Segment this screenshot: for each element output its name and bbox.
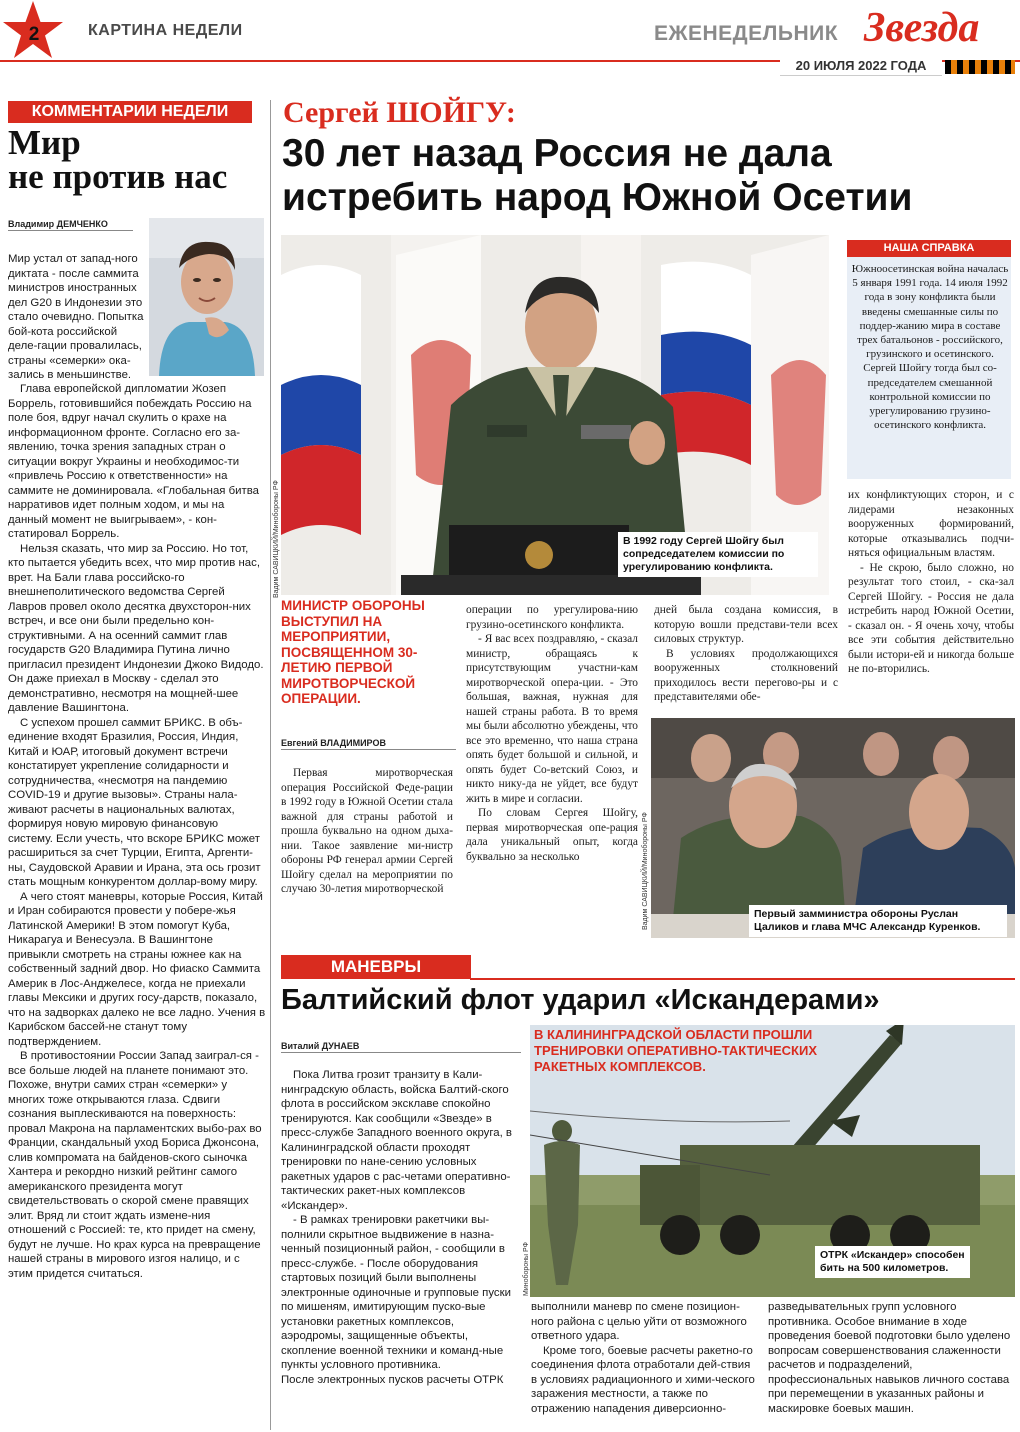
article-column-4 [848,488,1014,677]
article-paragraph: - Я вас всех поздравляю, - сказал министр, обращаясь к присутствующим участни-кам миротворческой опера-ции. - Это большая, важная, нужная для нашей страны работа. В то время мы были абсолютно убеждены, что все это временно, что наша страна опять будет большой и сильной, и опять будет Со-ветский Союз, и никто нику-да не уйдет, все будут жить в мире и согласии. [466,633,638,805]
issue-date: 20 ИЮЛЯ 2022 ГОДА [780,56,942,76]
article-paragraph: Первая миротворческая операция Российской Феде-рации в 1992 году в Южной Осетии стала важной для страны работой и прошла буквально на одном дыха-нии. Такое заявление ми-нистр обороны РФ генерал армии Сергей Шойгу сделал на мероприятии по случаю 30-летия миротворческой [281,767,453,895]
article-headline [282,132,1012,220]
commentary-label: КОММЕНТАРИИ НЕДЕЛИ [8,101,252,123]
commentary-title-line2: не против нас [8,157,228,196]
photo-credit: Вадим САВИЦКИЙ/Минобороны РФ [273,480,280,598]
photo2-credit: Вадим САВИЦКИЙ/Минобороны РФ [642,812,649,930]
author-portrait [149,218,264,376]
commentary-title-line1: Мир [8,123,81,162]
article-paragraph: В условиях продолжающихся вооруженных столкновений приходилось вести перегово-ры и с представителями обе- [654,647,838,703]
maneuvers-deck: В КАЛИНИНГРАДСКОЙ ОБЛАСТИ ПРОШЛИ ТРЕНИРОВКИ ОПЕРАТИВНО-ТАКТИЧЕСКИХ РАКЕТНЫХ КОМПЛЕКСОВ. [534,1027,817,1074]
commentary-paragraph: А чего стоят маневры, которые Россия, Китай и Иран собираются провести у побере-жья Латинской Америки! В этом помогут Куба, Никарагуа и Венесуэла. В Вашингтоне привыкли смотреть на страны южнее как на собственный задний двор. Но фиаско Саммита Америк в Лос-Анджелесе, когда не приехали главы Мексики и других госу-дарств, показало, что на задворках далеко не все ладно. Учения в Карибском бассей-не станут тому подтверждением. [8,890,266,1048]
commentary-title [8,123,268,196]
column-divider [270,100,271,1430]
maneuvers-label: МАНЕВРЫ [281,955,471,979]
article-paragraph: операции по урегулирова-нию грузино-осетинского конфликта. [466,604,638,631]
maneuvers-headline: Балтийский флот ударил «Искандерами» [281,984,880,1016]
article-paragraph: По словам Сергея Шойгу, первая миротворческая опе-рация дала уникальный опыт, когда буквально за несколько [466,807,638,863]
page-number: 2 [28,24,40,45]
section-title: КАРТИНА НЕДЕЛИ [88,22,243,39]
publication-prefix: ЕЖЕНЕДЕЛЬНИК [654,22,839,45]
article-column-1 [281,766,453,897]
article-kicker: Сергей ШОЙГУ: [283,96,516,129]
photo3-credit: Минобороны РФ [523,1242,530,1296]
article-paragraph: их конфликтующих сторон, и с лидерами незаконных вооруженных формирований, которые отказывались подчи-няться официальным властям. [848,489,1014,559]
commentary-paragraph: Глава европейской дипломатии Жозеп Боррель, готовившийся побеждать Россию на поле боя, вдруг начал скулить о крахе на информационном фронте. Согласно его за-явлению, точка зрения западных стран о ситуации вокруг Украины и необходимос-ти «привлечь Россию к ответственности» на саммите не доминировала. «Глобальная битва нарративов идет полным ходом, и мы на данный момент не выигрываем», - кон-статировал Боррель. [8,383,259,540]
article-column-3 [654,603,838,705]
maneuvers-paragraph: Пока Литва грозит транзиту в Кали-нинградскую область, войска Балтий-ского флота в российском эксклаве спокойно тренируются. Как сообщили «Звезде» в пресс-службе Западного военного округа, в Калининградской области проходят тренировки по нане-сению условных ракетных ударов с рас-четами оперативно-тактических ракет-ных комплексов «Искандер». [281,1069,512,1212]
headline-line1: 30 лет назад Россия не дала [282,132,832,175]
reference-label: НАША СПРАВКА [847,240,1011,257]
commentary-paragraph: С успехом прошел саммит БРИКС. В объ-единение входят Бразилия, Россия, Индия, Китай и ЮАР, итоговый документ встречи констатирует укрепление солидарности и сотрудничества, «несмотря на пандемию COVID-19 и другие вызовы». Страны нала-живают расчеты в национальных валютах, формируя новую мировую финансовую систему. Если учесть, что вскоре БРИКС может расшириться за счет Турции, Египта, Аргенти-ны, Саудовской Аравии и Ирана, эта ось грозит стать мощным конкурентом доллаp-вому миру. [8,716,261,888]
photo3-caption: ОТРК «Искандер» способен бить на 500 километров. [815,1246,970,1278]
maneuvers-paragraph: разведывательных групп условного противника. Особое внимание в ходе проведения боевой подготовки было уделено вопросам совершенствования слаженности расчетов и подразделений, профессиональных навыков личного состава при перемещении в указанных районы и маскировке боевых машин. [768,1301,1011,1415]
maneuvers-paragraph: - В рамках тренировки ракетчики вы-полнили скрытное выдвижение в назна-ченный позиционный район, - сообщили в пресс-службе. - После оборудования стартовых позиций были выполнены электронные одиночные и групповые пуски по мишеням, имитирующим пуско-вые установки ракетных комплексов, аэродромы, защищенные объекты, скопление военной техники и команд-ные пункты условного противника. [281,1214,511,1371]
maneuvers-paragraph: После электронных пусков расчеты ОТРК [281,1373,504,1386]
maneuvers-column-2 [531,1300,757,1416]
commentary-body [8,382,266,1281]
maneuvers-column-3 [768,1300,1014,1416]
commentary-paragraph: Нельзя сказать, что мир за Россию. Но тот, кто пытается убедить всех, что мир против нас, врет. На Бали глава российско-го внешнеполитического ведомства Сергей Лавров провел около десятка двухсторон-них встреч, и все они были предельно кон-структивными. А на осенний саммит глав государств G20 Владимира Путина лично пригласил президент Индонезии Джоко Видодо. Он даже приехал в Москву - сделал это демонстративно, несмотря на мощней-шее давление Вашингтона. [8,542,264,714]
reference-text: Южноосетинская война началась 5 января 1991 года. 14 июля 1992 года в зону конфликта были введены смешанные силы по поддер-жанию мира в составе трех батальонов - российского, грузинского и осетинского. Сергей Шойгу тогда был со-председателем смешанной контрольной комиссии по урегулированию грузино-осетинского конфликта. [851,263,1009,432]
article-author: Евгений ВЛАДИМИРОВ [281,738,456,750]
article-paragraph: - Не скрою, было сложно, но результат того стоил, - ска-зал Сергей Шойгу. - Россия не дала истребить народ Южной Осетии, - сказал он. - Я очень хочу, чтобы все эти события действительно были истори-ей и никогда больше не по-вторились. [848,561,1014,675]
maneuvers-column-1 [281,1068,519,1387]
commentary-intro: Мир устал от запад-ного диктата - после саммита министров иностранных дел G20 в Индонезии это стало очевидно. Попытка бой-кота российской деле-гации провалилась, страны «семерки» ока-зались в меньшинстве. [8,253,144,381]
maneuvers-author: Виталий ДУНАЕВ [281,1041,521,1053]
st-george-ribbon [945,60,1015,74]
publication-logo: Звезда [864,5,980,51]
article-column-2 [466,603,638,864]
article-paragraph: дней была создана комиссия, в которую вошли представи-тели всех силовых структур. [654,604,838,645]
photo2-caption: Первый замминистра обороны Руслан Цаликов и глава МЧС Александр Куренков. [749,905,1007,937]
commentary-author: Владимир ДЕМЧЕНКО [8,219,133,231]
article-deck: МИНИСТР ОБОРОНЫ ВЫСТУПИЛ НА МЕРОПРИЯТИИ, ПОСВЯЩЕННОМ 30-ЛЕТИЮ ПЕРВОЙ МИРОТВОРЧЕСКОЙ ОПЕРАЦИИ. [281,598,425,706]
commentary-paragraph: В противостоянии России Запад заиграл-ся - все больше людей на планете понимают это. Похоже, внутри самих стран «семерки» у многих тоже открываются глаза. Сдвиги сознания выплескиваются на поверхность: провал Макрона на парламентских выбо-рах во Франции, скандальный уход Бориса Джонсона, слив компромата на байденов-ского сыночка Хантера и рекордно низкий рейтинг самого американского президента могут свидетельствовать о скорой смене правящих элит. Вряд ли стоит ждать измене-ния отношений с Россией: те, кто придет на смену, будут не лучше. Но крах курса на превращение нашей страны в мирового изгоя налицо, и с этим придется считаться. [8,1050,262,1280]
maneuvers-divider [470,978,1015,980]
photo-caption: В 1992 году Сергей Шойгу был сопредседателем комиссии по урегулированию конфликта. [618,532,818,577]
maneuvers-paragraph: Кроме того, боевые расчеты ракетно-го соединения флота отработали дей-ствия в условиях радиационного и хими-ческого заражения местности, а также по отражению нападения диверсионно- [531,1344,755,1415]
headline-line2: истребить народ Южной Осетии [282,176,913,219]
maneuvers-paragraph: выполнили маневр по смене позицион-ного района с целью уйти от возможного ответного удара. [531,1301,747,1342]
